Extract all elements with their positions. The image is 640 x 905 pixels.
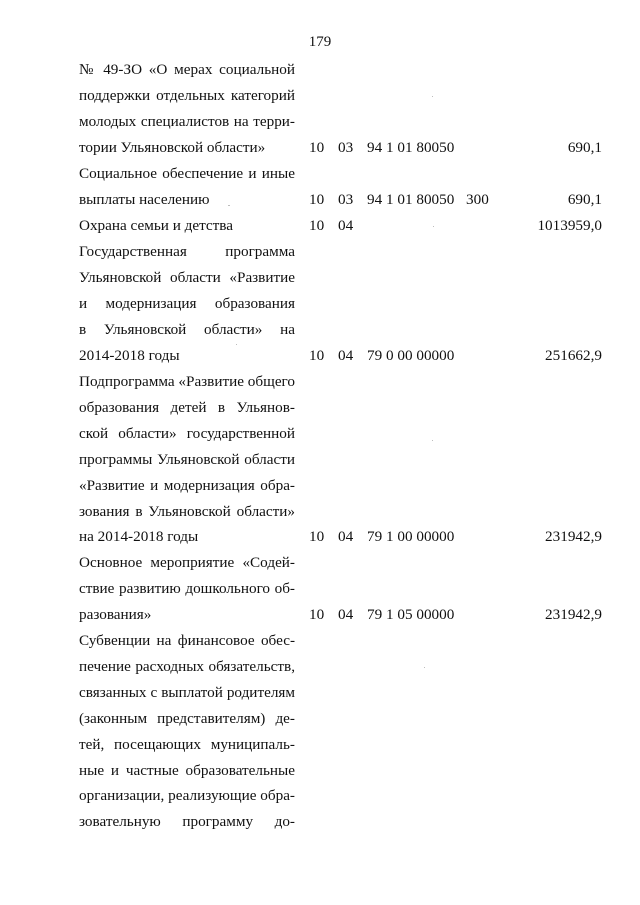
razdel-cell: 10 bbox=[309, 606, 325, 623]
summa-cell: 231942,9 bbox=[545, 528, 602, 545]
description-line: (законным представителям) де- bbox=[79, 709, 295, 727]
podrazdel-cell: 03 bbox=[338, 191, 354, 208]
scan-speck bbox=[433, 226, 434, 227]
summa-cell: 251662,9 bbox=[545, 347, 602, 364]
page-number: 179 bbox=[308, 34, 332, 50]
podrazdel-cell: 04 bbox=[338, 606, 354, 623]
description-line: молодых специалистов на терри- bbox=[79, 112, 295, 130]
description-line: Подпрограмма «Развитие общего bbox=[79, 373, 295, 390]
scan-speck bbox=[424, 667, 425, 668]
description-line: тей, посещающих муниципаль- bbox=[79, 735, 295, 753]
row-description bbox=[79, 161, 295, 213]
description-line: Охрана семьи и детства bbox=[79, 217, 233, 234]
description-line: Государственная программа bbox=[79, 243, 295, 260]
summa-cell: 1013959,0 bbox=[537, 217, 602, 234]
podrazdel-cell: 04 bbox=[338, 217, 354, 234]
row-description bbox=[79, 213, 295, 239]
row-description bbox=[79, 57, 295, 161]
description-line: зовательную программу до- bbox=[79, 813, 295, 831]
description-line: Социальное обеспечение и иные bbox=[79, 165, 295, 182]
description-line: № 49-ЗО «О мерах социальной bbox=[79, 61, 295, 78]
podrazdel-cell: 04 bbox=[338, 347, 354, 364]
row-description bbox=[79, 239, 295, 369]
scan-speck bbox=[236, 344, 237, 345]
description-line: организации, реализующие обра- bbox=[79, 787, 295, 805]
description-line: 2014-2018 годы bbox=[79, 346, 180, 364]
description-line: печение расходных обязательств, bbox=[79, 657, 295, 675]
description-line: образования детей в Ульянов- bbox=[79, 398, 295, 416]
description-line: в Ульяновской области» на bbox=[79, 320, 295, 338]
description-line: тории Ульяновской области» bbox=[79, 138, 266, 156]
row-description bbox=[79, 369, 295, 550]
description-line: Основное мероприятие «Содей- bbox=[79, 554, 295, 571]
row-description bbox=[79, 550, 295, 628]
podrazdel-cell: 03 bbox=[338, 139, 354, 156]
description-line: Субвенции на финансовое обес- bbox=[79, 632, 295, 649]
description-line: программы Ульяновской области bbox=[79, 450, 295, 468]
summa-cell: 690,1 bbox=[567, 191, 602, 208]
scan-speck bbox=[432, 440, 433, 441]
csr-cell: 94 1 01 80050 bbox=[367, 139, 455, 156]
description-line: и модернизация образования bbox=[79, 294, 295, 312]
razdel-cell: 10 bbox=[309, 347, 325, 364]
description-line: поддержки отдельных категорий bbox=[79, 86, 295, 104]
description-line: зования в Ульяновской области» bbox=[79, 502, 295, 520]
csr-cell: 79 1 00 00000 bbox=[367, 528, 455, 545]
description-line: связанных с выплатой родителям bbox=[79, 683, 295, 701]
description-line: ные и частные образовательные bbox=[79, 761, 295, 779]
scan-speck bbox=[228, 205, 230, 206]
description-line: выплаты населению bbox=[79, 190, 210, 208]
description-line: «Развитие и модернизация обра- bbox=[79, 476, 295, 494]
description-line: ской области» государственной bbox=[79, 424, 295, 442]
summa-cell: 231942,9 bbox=[545, 606, 602, 623]
csr-cell: 79 1 05 00000 bbox=[367, 606, 455, 623]
scan-speck bbox=[432, 96, 433, 97]
vr-cell: 300 bbox=[466, 191, 489, 208]
description-line: ствие развитию дошкольного об- bbox=[79, 579, 295, 597]
csr-cell: 94 1 01 80050 bbox=[367, 191, 455, 208]
razdel-cell: 10 bbox=[309, 217, 325, 234]
razdel-cell: 10 bbox=[309, 139, 325, 156]
podrazdel-cell: 04 bbox=[338, 528, 354, 545]
description-line: на 2014-2018 годы bbox=[79, 528, 199, 546]
csr-cell: 79 0 00 00000 bbox=[367, 347, 455, 364]
razdel-cell: 10 bbox=[309, 528, 325, 545]
razdel-cell: 10 bbox=[309, 191, 325, 208]
description-line: Ульяновской области «Развитие bbox=[79, 268, 295, 286]
summa-cell: 690,1 bbox=[567, 139, 602, 156]
description-line: разования» bbox=[79, 605, 152, 623]
row-description bbox=[79, 628, 295, 835]
